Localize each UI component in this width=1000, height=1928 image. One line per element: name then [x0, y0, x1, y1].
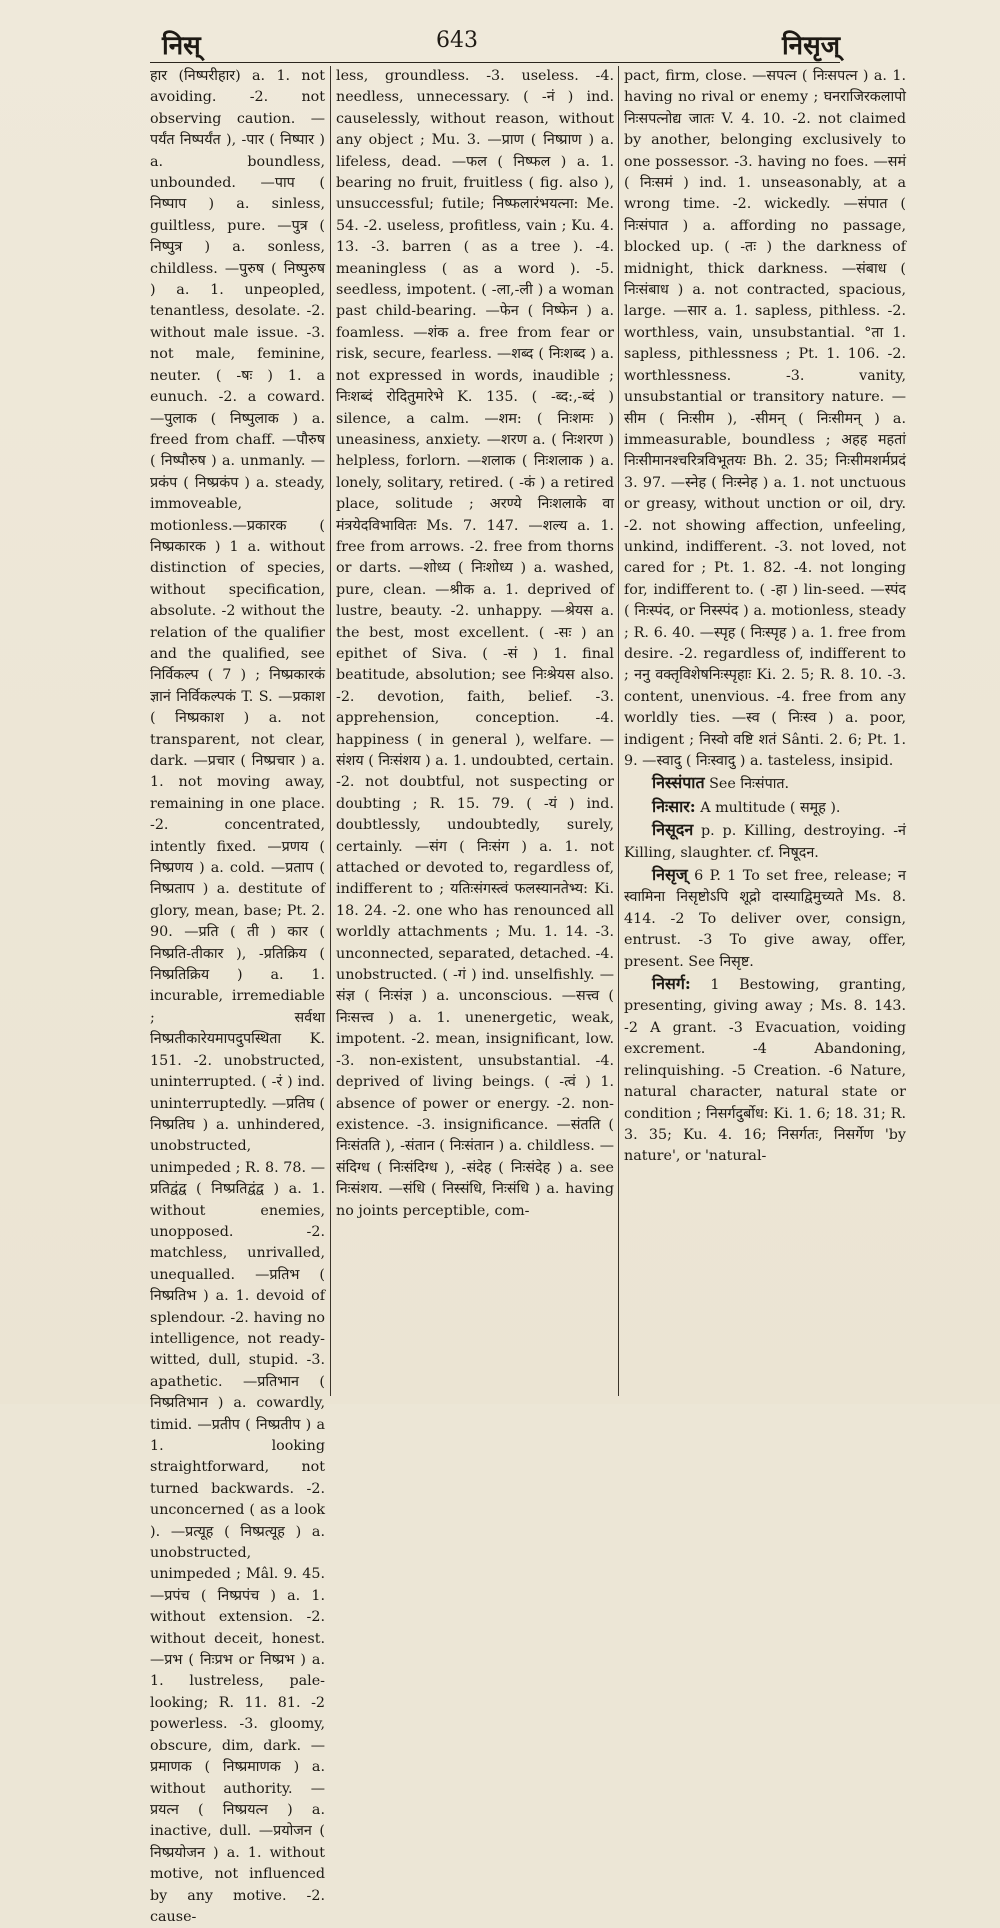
entry-definition: A multitude ( समूह ).	[700, 799, 841, 816]
column-text: less, groundless. -3. useless. -4. needless, unnecessary. ( -नं ) ind. causelessly, without reason, without any object ; Mu. 3. —प्राण ( निष्प्राण ) a. lifeless, dead. —फल ( निष्फल ) a. 1. bearing no fruit, fruitless ( fig. also ), unsuccessful; futile; निष्फलारंभयत्ना: Me. 54. -2. useless, profitless, vain ; Ku. 4. 13. -3. barren ( as a tree ). -4. meaningless ( as a word ). -5. seedless, impotent. ( -ला,-ली ) a woman past child-bearing. —फेन ( निष्फेन ) a. foamless. —शंक a. free from fear or risk, secure, fearless. —शब्द ( निःशब्द ) a. not expressed in words, inaudible ; निःशब्दं रोदितुमारेभे K. 135. ( -ब्द:,-ब्दं ) silence, a calm. —शम: ( निःशमः ) uneasiness, anxiety. —शरण a. ( निःशरण ) helpless, forlorn. —शलाक ( निःशलाक ) a. lonely, solitary, retired. ( -कं ) a retired place, solitude ; अरण्ये निःशलाके वा मंत्रयेदविभावितः Ms. 7. 147. —शल्य a. 1. free from arrows. -2. free from thorns or darts. —शोध्य ( निःशोध्य ) a. washed, pure, clean. —श्रीक a. 1. deprived of lustre, beauty. -2. unhappy. —श्रेयस a. the best, most excellent. ( -सः ) an epithet of Siva. ( -सं ) 1. final beatitude, absolution; see निःश्रेयस also. -2. devotion, faith, belief. -3. apprehension, conception. -4. happiness ( in general ), welfare. —संशय ( निःसंशय ) a. 1. undoubted, certain. -2. not doubtful, not suspecting or doubting ; R. 15. 79. ( -यं ) ind. doubtlessly, undoubtedly, surely, certainly. —संग ( निःसंग ) a. 1. not attached or devoted to, regardless of, indifferent to ; यतिःसंगस्त्वं फलस्यानतेभ्य: Ki. 18. 24. -2. one who has renounced all worldly attachments ; Mu. 1. 14. -3. unconnected, separated, detached. -4. unobstructed. ( -गं ) ind. unselfishly. —संज्ञ ( निःसंज्ञ ) a. unconscious. —सत्त्व ( निःसत्त्व ) a. 1. unenergetic, weak, impotent. -2. mean, insignificant, low. -3. non-existent, unsubstantial. -4. deprived of living beings. ( -त्वं ) 1. absence of power or energy. -2. non-existence. -3. insignificance. —संतति ( निःसंतति ), -संतान ( निःसंतान ) a. childless. —संदिग्ध ( निःसंदिग्ध ), -संदेह ( निःसंदेह ) a. see निःसंशय. —संधि ( निस्संधि, निःसंधि ) a. having no joints perceptible, com-	[336, 68, 614, 1219]
entry-headword: निसृज्	[652, 865, 688, 885]
entry-headword: निःसार:	[652, 796, 696, 816]
column-3	[624, 66, 906, 1396]
page-number: 643	[436, 28, 478, 53]
header-rule	[150, 62, 840, 63]
entry-headword: निसूदन	[652, 820, 694, 840]
entry-headword: निस्संपात	[652, 773, 705, 793]
running-headword-right: निसृज्	[781, 31, 840, 61]
page-header	[150, 26, 840, 66]
entry-definition: See निःसंपात.	[709, 776, 790, 793]
column-text: pact, firm, close. —सपत्न ( निःसपत्न ) a. 1. having no rival or enemy ; घनराजिरकलापो निःसपत्नोद्य जातः V. 4. 10. -2. not claimed by another, belonging exclusively to one possessor. -3. having no foes. —समं ( निःसमं ) ind. 1. unseasonably, at a wrong time. -2. wickedly. —संपात ( निःसंपात ) a. affording no passage, blocked up. ( -तः ) the darkness of midnight, thick darkness. —संबाध ( निःसंबाध ) a. not contracted, spacious, large. —सार a. 1. sapless, pithless. -2. worthless, vain, unsubstantial. °ता 1. sapless, pithlessness ; Pt. 1. 106. -2. worthlessness. -3. vanity, unsubstantial or transitory nature. —सीम ( निःसीम ), -सीमन् ( निःसीमन् ) a. immeasurable, boundless ; अहह महतां निःसीमानश्चरित्रविभूतयः Bh. 2. 35; निःसीमशर्मप्रदं 3. 97. —स्नेह ( निःस्नेह ) a. 1. not unctuous or greasy, without unction or oil, dry. -2. not showing affection, unfeeling, unkind, indifferent. -3. not loved, not cared for ; Pt. 1. 82. -4. not longing for, indifferent to. ( -हा ) lin-seed. —स्पंद ( निःस्पंद, or निस्स्पंद ) a. motionless, steady ; R. 6. 40. —स्पृह ( निःस्पृह ) a. 1. free from desire. -2. regardless of, indifferent to ; ननु वक्तृविशेषनिःस्पृहाः Ki. 2. 5; R. 8. 10. -3. content, unenvious. -4. free from any worldly ties. —स्व ( निःस्व ) a. poor, indigent ; निस्वो वष्टि शतं Sânti. 2. 6; Pt. 1. 9. —स्वादु ( निःस्वादु ) a. tasteless, insipid.	[624, 68, 906, 769]
dictionary-entry	[624, 819, 906, 864]
entry-definition: 1 Bestowing, granting, presenting, giving away ; Ms. 8. 143. -2 A grant. -3 Evacuation, voiding excrement. -4 Abandoning, relinquishing. -5 Creation. -6 Nature, natural character, natural state or condition ; निसर्गदुर्बोध: Ki. 1. 6; 18. 31; R. 3. 35; Ku. 4. 16; निसर्गतः, निसर्गेण 'by nature', or 'natural-	[624, 977, 906, 1165]
entry-headword: निसर्ग:	[652, 974, 691, 994]
column-1	[150, 66, 325, 1925]
dictionary-entry	[624, 973, 906, 1168]
dictionary-entry	[624, 864, 906, 973]
dictionary-entry	[624, 796, 906, 819]
column-2	[336, 66, 614, 1396]
entry-definition: 6 P. 1 To set free, release; न स्वामिना निसृष्टोऽपि शूद्रो दास्याद्विमुच्यते Ms. 8. 414. -2 To deliver over, consign, entrust. -3 To give away, offer, present. See निसृष्ट.	[624, 868, 906, 970]
dictionary-entry	[624, 772, 906, 795]
column-text: हार (निष्परीहार) a. 1. not avoiding. -2. not observing caution. —पर्यंत निष्पर्यंत ), -पार ( निष्पार ) a. boundless, unbounded. —पाप ( निष्पाप ) a. sinless, guiltless, pure. —पुत्र ( निष्पुत्र ) a. sonless, childless. —पुरुष ( निष्पुरुष ) a. 1. unpeopled, tenantless, desolate. -2. without male issue. -3. not male, feminine, neuter. ( -षः ) 1. a eunuch. -2. a coward. —पुलाक ( निष्पुलाक ) a. freed from chaff. —पौरुष ( निष्पौरुष ) a. unmanly. —प्रकंप ( निष्प्रकंप ) a. steady, immoveable, motionless.—प्रकारक ( निष्प्रकारक ) 1 a. without distinction of species, without specification, absolute. -2 without the relation of the qualifier and the qualified, see निर्विकल्प ( 7 ) ; निष्प्रकारकं ज्ञानं निर्विकल्पकं T. S. —प्रकाश ( निष्प्रकाश ) a. not transparent, not clear, dark. —प्रचार ( निष्प्रचार ) a. 1. not moving away, remaining in one place. -2. concentrated, intently fixed. —प्रणय ( निष्प्रणय ) a. cold. —प्रताप ( निष्प्रताप ) a. destitute of glory, mean, base; Pt. 2. 90. —प्रति ( ती ) कार ( निष्प्रति-तीकार ), -प्रतिक्रिय ( निष्प्रतिक्रिय ) a. 1. incurable, irremediable ; सर्वथा निष्प्रतीकारेयमापदुपस्थिता K. 151. -2. unobstructed, uninterrupted. ( -रं ) ind. uninterruptedly. —प्रतिघ ( निष्प्रतिघ ) a. unhindered, unobstructed, unimpeded ; R. 8. 78. —प्रतिद्वंद्व ( निष्प्रतिद्वंद्व ) a. 1. without enemies, unopposed. -2. matchless, unrivalled, unequalled. —प्रतिभ ( निष्प्रतिभ ) a. 1. devoid of splendour. -2. having no intelligence, not ready-witted, dull, stupid. -3. apathetic. —प्रतिभान ( निष्प्रतिभान ) a. cowardly, timid. —प्रतीप ( निष्प्रतीप ) a 1. looking straightforward, not turned backwards. -2. unconcerned ( as a look ). —प्रत्यूह ( निष्प्रत्यूह ) a. unobstructed, unimpeded ; Mâl. 9. 45. —प्रपंच ( निष्प्रपंच ) a. 1. without extension. -2. without deceit, honest. —प्रभ ( निःप्रभ or निष्प्रभ ) a. 1. lustreless, pale-looking; R. 11. 81. -2 powerless. -3. gloomy, obscure, dim, dark. —प्रमाणक ( निष्प्रमाणक ) a. without authority. —प्रयत्न ( निष्प्रयत्न ) a. inactive, dull. —प्रयोजन ( निष्प्रयोजन ) a. 1. without motive, not influenced by any motive. -2. cause-	[150, 68, 325, 1925]
text-columns	[0, 66, 1000, 1925]
running-headword-left: निस्	[162, 31, 201, 61]
entry-definition: p. p. Killing, destroying. -नं Killing, slaughter. cf. निषूदन.	[624, 823, 906, 861]
